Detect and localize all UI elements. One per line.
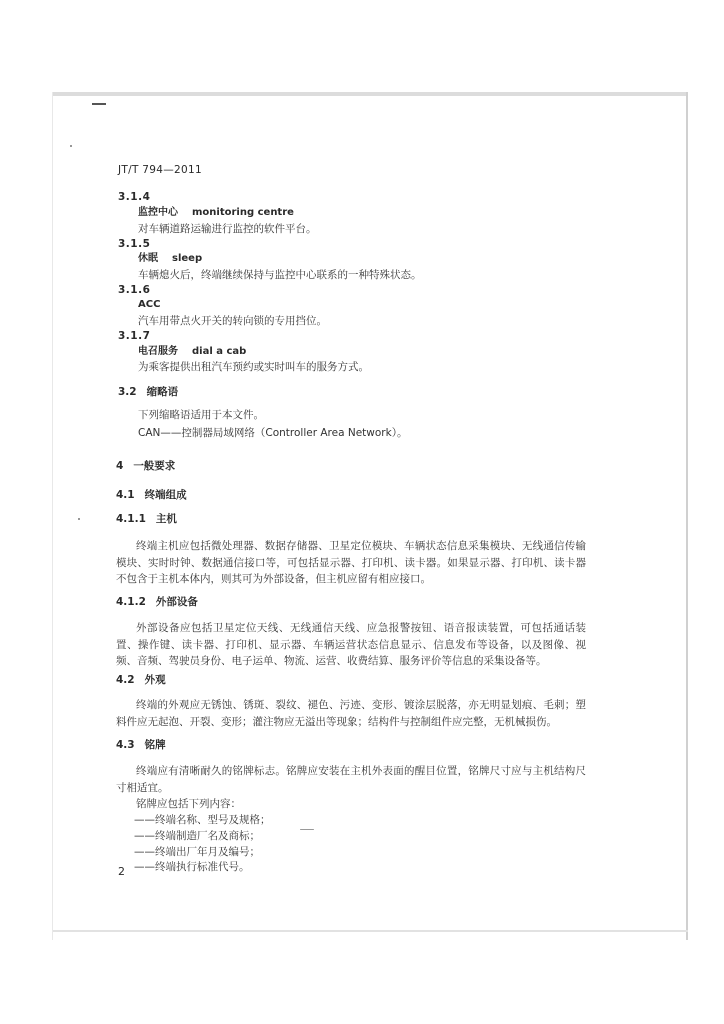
paragraph-nameplate: 终端应有清晰耐久的铭牌标志。铭牌应安装在主机外表面的醒目位置，铭牌尺寸应与主机结构尺寸相适宜。 (116, 765, 586, 794)
section-heading-4-1-2 (116, 597, 198, 608)
paragraph-appearance: 终端的外观应无锈蚀、锈斑、裂纹、褪色、污迹、变形、镀涂层脱落，亦无明显划痕、毛刺；塑料件应无起泡、开裂、变形；灌注物应无溢出等现象；结构件与控制组件应完整，无机械损伤。 (116, 699, 586, 728)
abbreviation-intro: 下列缩略语适用于本文件。 (138, 409, 264, 421)
scan-speck (78, 518, 80, 520)
term-heading (138, 347, 246, 357)
term-heading (138, 208, 294, 218)
term-definition: 汽车用带点火开关的转向锁的专用挡位。 (138, 315, 327, 327)
term-number: 3.1.5 (118, 238, 151, 250)
section-number: 4 (116, 460, 124, 472)
term-heading (138, 254, 202, 264)
term-zh: 监控中心 (138, 207, 178, 218)
paragraph-host-composition: 终端主机应包括微处理器、数据存储器、卫星定位模块、车辆状态信息采集模块、无线通信传输模块、实时时钟、数据通信接口等，可包括显示器、打印机、读卡器。如果显示器、打印机、读卡器不包含于主机本体内，则其可为外部设备，但主机应留有相应接口。 (116, 540, 586, 585)
section-title: 外部设备 (155, 596, 198, 608)
term-zh: 休眠 (138, 253, 158, 264)
standard-code-header: JT/T 794—2011 (118, 164, 202, 176)
section-title: 主机 (155, 513, 177, 525)
section-number: 3.2 (118, 386, 137, 398)
section-heading-4-3 (116, 740, 166, 751)
nameplate-list-intro: 铭牌应包括下列内容： (136, 798, 241, 810)
nameplate-list-item: ——终端出厂年月及编号； (134, 846, 260, 858)
scan-edge-left (52, 92, 53, 940)
section-heading-4-1-1 (116, 514, 177, 525)
scan-edge-right (686, 92, 688, 940)
section-title: 终端组成 (144, 489, 187, 501)
section-title: 一般要求 (133, 460, 176, 472)
nameplate-list-item: ——终端名称、型号及规格； (134, 814, 271, 826)
page-number: 2 (118, 865, 125, 878)
scan-mark (92, 103, 106, 105)
section-title: 外观 (144, 674, 166, 686)
section-number: 4.2 (116, 674, 135, 686)
nameplate-list-item: ——终端执行标准代号。 (134, 861, 250, 873)
term-number: 3.1.7 (118, 330, 151, 342)
term-zh: 电召服务 (138, 346, 178, 357)
section-heading-4-1 (116, 490, 187, 501)
scan-speck (300, 829, 314, 830)
term-definition: 为乘客提供出租汽车预约或实时叫车的服务方式。 (138, 361, 369, 373)
scan-edge-bottom (52, 930, 688, 932)
section-heading-3-2 (118, 387, 178, 398)
scan-speck (70, 145, 72, 147)
section-title: 缩略语 (146, 386, 179, 398)
abbreviation-item: CAN——控制器局域网络（Controller Area Network）。 (138, 427, 408, 439)
term-heading (138, 300, 160, 310)
term-en: monitoring centre (192, 207, 294, 218)
section-number: 4.1.2 (116, 596, 146, 608)
term-definition: 对车辆道路运输进行监控的软件平台。 (138, 223, 317, 235)
section-number: 4.1.1 (116, 513, 146, 525)
term-en: ACC (138, 299, 161, 310)
term-number: 3.1.4 (118, 191, 151, 203)
section-heading-4-2 (116, 675, 166, 686)
section-number: 4.1 (116, 489, 135, 501)
term-en: sleep (172, 253, 203, 264)
scan-edge-top (52, 92, 688, 96)
term-number: 3.1.6 (118, 284, 151, 296)
term-en: dial a cab (192, 346, 247, 357)
section-number: 4.3 (116, 739, 135, 751)
term-definition: 车辆熄火后，终端继续保持与监控中心联系的一种特殊状态。 (138, 269, 422, 281)
section-heading-4 (116, 461, 175, 472)
section-title: 铭牌 (144, 739, 166, 751)
paragraph-external-devices: 外部设备应包括卫星定位天线、无线通信天线、应急报警按钮、语音报读装置，可包括通话装置、操作键、读卡器、打印机、显示器、车辆运营状态信息显示、信息发布等设备，以及图像、视频、音频、驾驶员身份、电子运单、物流、运营、收费结算、服务评价等信息的采集设备等。 (116, 622, 586, 667)
nameplate-list-item: ——终端制造厂名及商标； (134, 830, 260, 842)
